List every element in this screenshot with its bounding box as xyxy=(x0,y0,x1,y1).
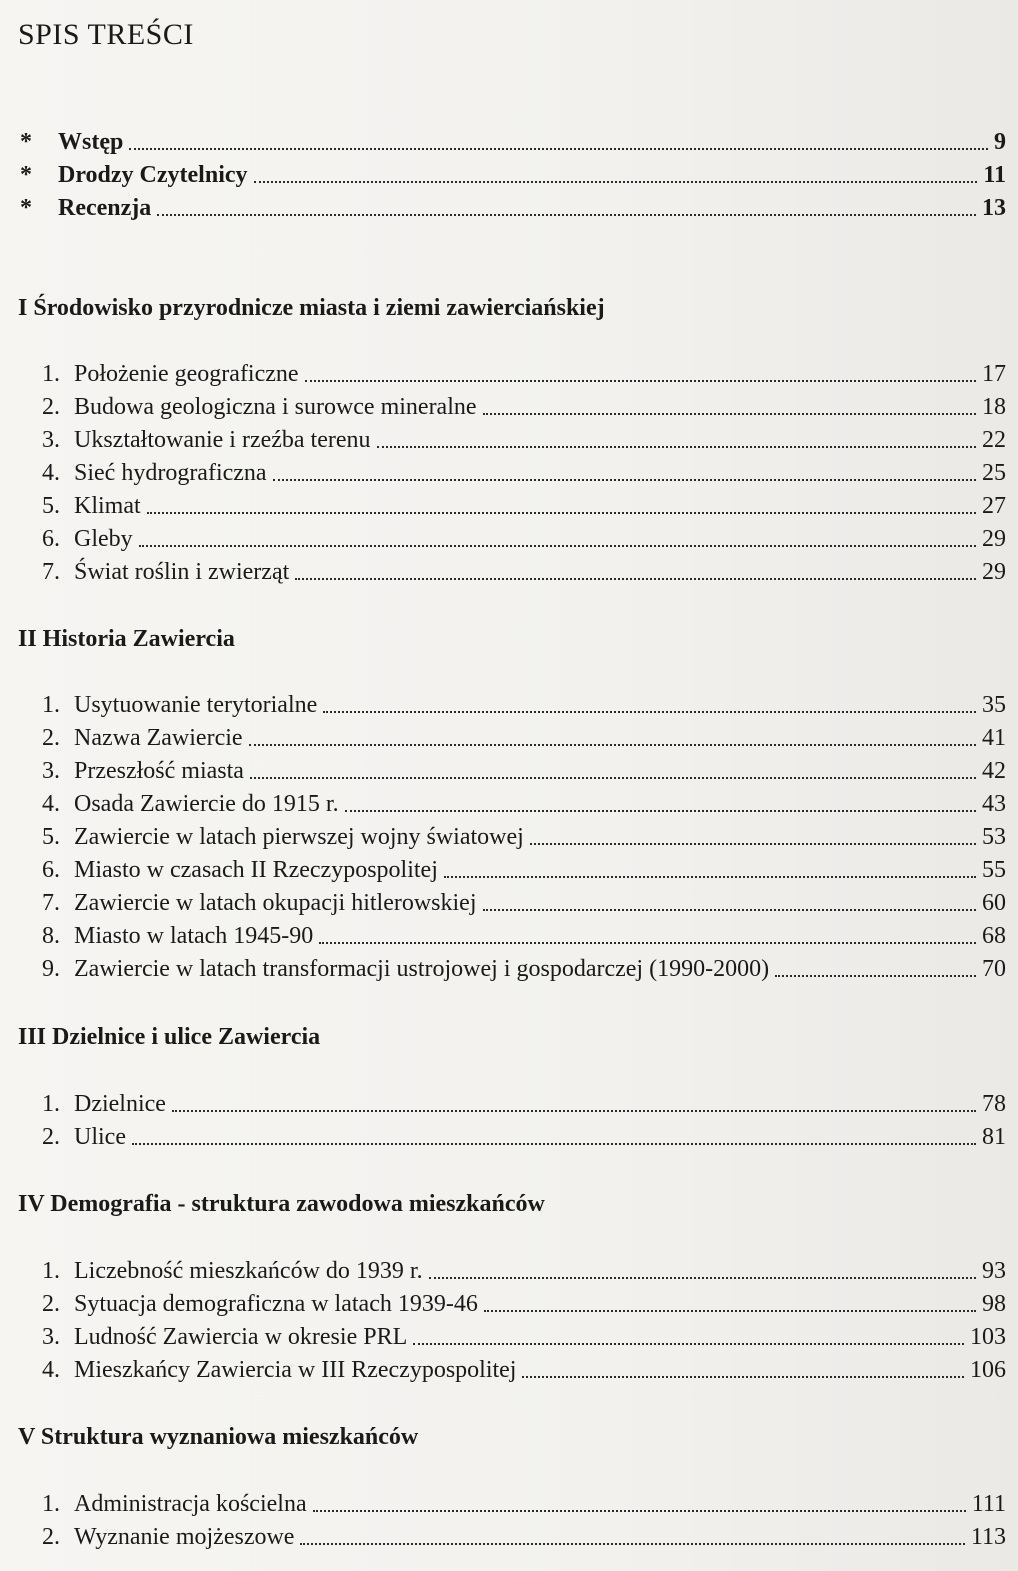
entry-label: Zawiercie w latach pierwszej wojny światowej xyxy=(74,824,524,850)
toc-entry xyxy=(20,854,1006,886)
entry-label: Gleby xyxy=(74,526,133,552)
dot-leader xyxy=(305,380,976,382)
dot-leader xyxy=(444,876,976,878)
dot-leader xyxy=(319,942,976,944)
entry-label: Położenie geograficzne xyxy=(74,361,299,387)
toc-entry xyxy=(20,1121,1006,1153)
entry-label: Wyznanie mojżeszowe xyxy=(74,1524,295,1550)
page-number: 55 xyxy=(982,857,1006,883)
entry-number: 5. xyxy=(42,824,60,850)
page-number: 25 xyxy=(982,460,1006,486)
section-heading: I Środowisko przyrodnicze miasta i ziemi zawierciańskiej xyxy=(18,295,605,321)
page-number: 27 xyxy=(982,493,1006,519)
dot-leader xyxy=(377,446,976,448)
entry-number: 2. xyxy=(42,394,60,420)
entry-label: Liczebność mieszkańców do 1939 r. xyxy=(74,1258,423,1284)
page-number: 18 xyxy=(982,394,1006,420)
section-heading: II Historia Zawiercia xyxy=(18,626,235,652)
entry-number: 3. xyxy=(42,1324,60,1350)
toc-entry xyxy=(20,358,1006,390)
toc-entry xyxy=(20,887,1006,919)
toc-entry xyxy=(20,1288,1006,1320)
entry-number: 1. xyxy=(42,361,60,387)
dot-leader xyxy=(139,545,976,547)
section-heading: III Dzielnice i ulice Zawiercia xyxy=(18,1024,321,1050)
dot-leader xyxy=(413,1343,964,1345)
section-heading: V Struktura wyznaniowa mieszkańców xyxy=(18,1424,419,1450)
toc-entry xyxy=(20,755,1006,787)
page-number: 103 xyxy=(970,1324,1006,1350)
dot-leader xyxy=(157,214,976,216)
page-number: 22 xyxy=(982,427,1006,453)
entry-label: Zawiercie w latach transformacji ustrojowej i gospodarczej (1990-2000) xyxy=(74,956,770,982)
toc-entry xyxy=(20,1488,1006,1520)
page-number: 35 xyxy=(982,692,1006,718)
entry-label: Przeszłość miasta xyxy=(74,758,244,784)
page-number: 13 xyxy=(982,195,1006,221)
section-heading: IV Demografia - struktura zawodowa mieszkańców xyxy=(18,1191,545,1217)
dot-leader xyxy=(530,843,976,845)
dot-leader xyxy=(250,777,976,779)
page-number: 70 xyxy=(982,956,1006,982)
dot-leader xyxy=(172,1110,976,1112)
toc-entry xyxy=(20,953,1006,985)
page-number: 93 xyxy=(982,1258,1006,1284)
entry-label: Zawiercie w latach okupacji hitlerowskiej xyxy=(74,890,477,916)
toc-entry xyxy=(20,159,1006,191)
entry-number: 6. xyxy=(42,526,60,552)
dot-leader xyxy=(147,512,976,514)
entry-label: Nazwa Zawiercie xyxy=(74,725,243,751)
dot-leader xyxy=(295,578,976,580)
page-number: 42 xyxy=(982,758,1006,784)
entry-number: 2. xyxy=(42,1124,60,1150)
entry-label: Usytuowanie terytorialne xyxy=(74,692,318,718)
page-number: 60 xyxy=(982,890,1006,916)
entry-number: 7. xyxy=(42,559,60,585)
entry-number: 1. xyxy=(42,1091,60,1117)
dot-leader xyxy=(345,810,976,812)
entry-label: Sytuacja demograficzna w latach 1939-46 xyxy=(74,1291,478,1317)
page-number: 53 xyxy=(982,824,1006,850)
toc-entry xyxy=(20,192,1006,224)
entry-number: 1. xyxy=(42,692,60,718)
page-number: 43 xyxy=(982,791,1006,817)
entry-label: Ulice xyxy=(74,1124,126,1150)
dot-leader xyxy=(132,1143,976,1145)
toc-entry xyxy=(20,1354,1006,1386)
entry-label: Drodzy Czytelnicy xyxy=(58,162,248,188)
bullet-mark: * xyxy=(20,129,32,155)
toc-entry xyxy=(20,1255,1006,1287)
page-number: 17 xyxy=(982,361,1006,387)
entry-number: 2. xyxy=(42,1524,60,1550)
dot-leader xyxy=(249,744,976,746)
page-number: 106 xyxy=(970,1357,1006,1383)
dot-leader xyxy=(429,1277,976,1279)
page-number: 29 xyxy=(982,559,1006,585)
dot-leader xyxy=(484,1310,976,1312)
dot-leader xyxy=(129,148,988,150)
toc-entry xyxy=(20,920,1006,952)
dot-leader xyxy=(273,479,976,481)
dot-leader xyxy=(483,413,976,415)
toc-entry xyxy=(20,722,1006,754)
toc-entry xyxy=(20,689,1006,721)
entry-number: 7. xyxy=(42,890,60,916)
toc-entry xyxy=(20,788,1006,820)
toc-entry xyxy=(20,457,1006,489)
toc-entry xyxy=(20,424,1006,456)
entry-label: Recenzja xyxy=(58,195,152,221)
page-number: 111 xyxy=(971,1491,1006,1517)
page-number: 9 xyxy=(994,129,1006,155)
toc-entry xyxy=(20,1088,1006,1120)
entry-number: 1. xyxy=(42,1258,60,1284)
entry-number: 8. xyxy=(42,923,60,949)
entry-label: Dzielnice xyxy=(74,1091,166,1117)
entry-number: 2. xyxy=(42,725,60,751)
bullet-mark: * xyxy=(20,195,32,221)
entry-label: Miasto w czasach II Rzeczypospolitej xyxy=(74,857,438,883)
toc-entry xyxy=(20,1321,1006,1353)
dot-leader xyxy=(522,1376,964,1378)
page-number: 98 xyxy=(982,1291,1006,1317)
entry-number: 4. xyxy=(42,791,60,817)
toc-entry xyxy=(20,490,1006,522)
toc-entry xyxy=(20,556,1006,588)
entry-label: Miasto w latach 1945-90 xyxy=(74,923,314,949)
entry-label: Osada Zawiercie do 1915 r. xyxy=(74,791,339,817)
entry-label: Świat roślin i zwierząt xyxy=(74,559,290,585)
entry-number: 3. xyxy=(42,427,60,453)
entry-label: Sieć hydrograficzna xyxy=(74,460,267,486)
toc-entry xyxy=(20,821,1006,853)
entry-label: Klimat xyxy=(74,493,141,519)
entry-number: 4. xyxy=(42,1357,60,1383)
entry-number: 4. xyxy=(42,460,60,486)
entry-number: 1. xyxy=(42,1491,60,1517)
page-number: 68 xyxy=(982,923,1006,949)
entry-number: 5. xyxy=(42,493,60,519)
entry-label: Administracja kościelna xyxy=(74,1491,307,1517)
toc-entry xyxy=(20,126,1006,158)
entry-number: 3. xyxy=(42,758,60,784)
dot-leader xyxy=(483,909,976,911)
dot-leader xyxy=(313,1510,966,1512)
dot-leader xyxy=(775,975,976,977)
dot-leader xyxy=(300,1543,964,1545)
page-title: SPIS TREŚCI xyxy=(18,18,194,51)
entry-number: 9. xyxy=(42,956,60,982)
page-number: 41 xyxy=(982,725,1006,751)
dot-leader xyxy=(254,181,978,183)
page-number: 113 xyxy=(970,1524,1006,1550)
entry-label: Wstęp xyxy=(58,129,124,155)
toc-entry xyxy=(20,1521,1006,1553)
page-number: 81 xyxy=(982,1124,1006,1150)
bullet-mark: * xyxy=(20,162,32,188)
page-number: 11 xyxy=(983,162,1006,188)
entry-number: 2. xyxy=(42,1291,60,1317)
dot-leader xyxy=(323,711,976,713)
entry-label: Mieszkańcy Zawiercia w III Rzeczypospolitej xyxy=(74,1357,517,1383)
toc-entry xyxy=(20,391,1006,423)
entry-label: Ludność Zawiercia w okresie PRL xyxy=(74,1324,408,1350)
entry-label: Ukształtowanie i rzeźba terenu xyxy=(74,427,371,453)
page-number: 29 xyxy=(982,526,1006,552)
entry-label: Budowa geologiczna i surowce mineralne xyxy=(74,394,477,420)
page-number: 78 xyxy=(982,1091,1006,1117)
entry-number: 6. xyxy=(42,857,60,883)
toc-entry xyxy=(20,523,1006,555)
